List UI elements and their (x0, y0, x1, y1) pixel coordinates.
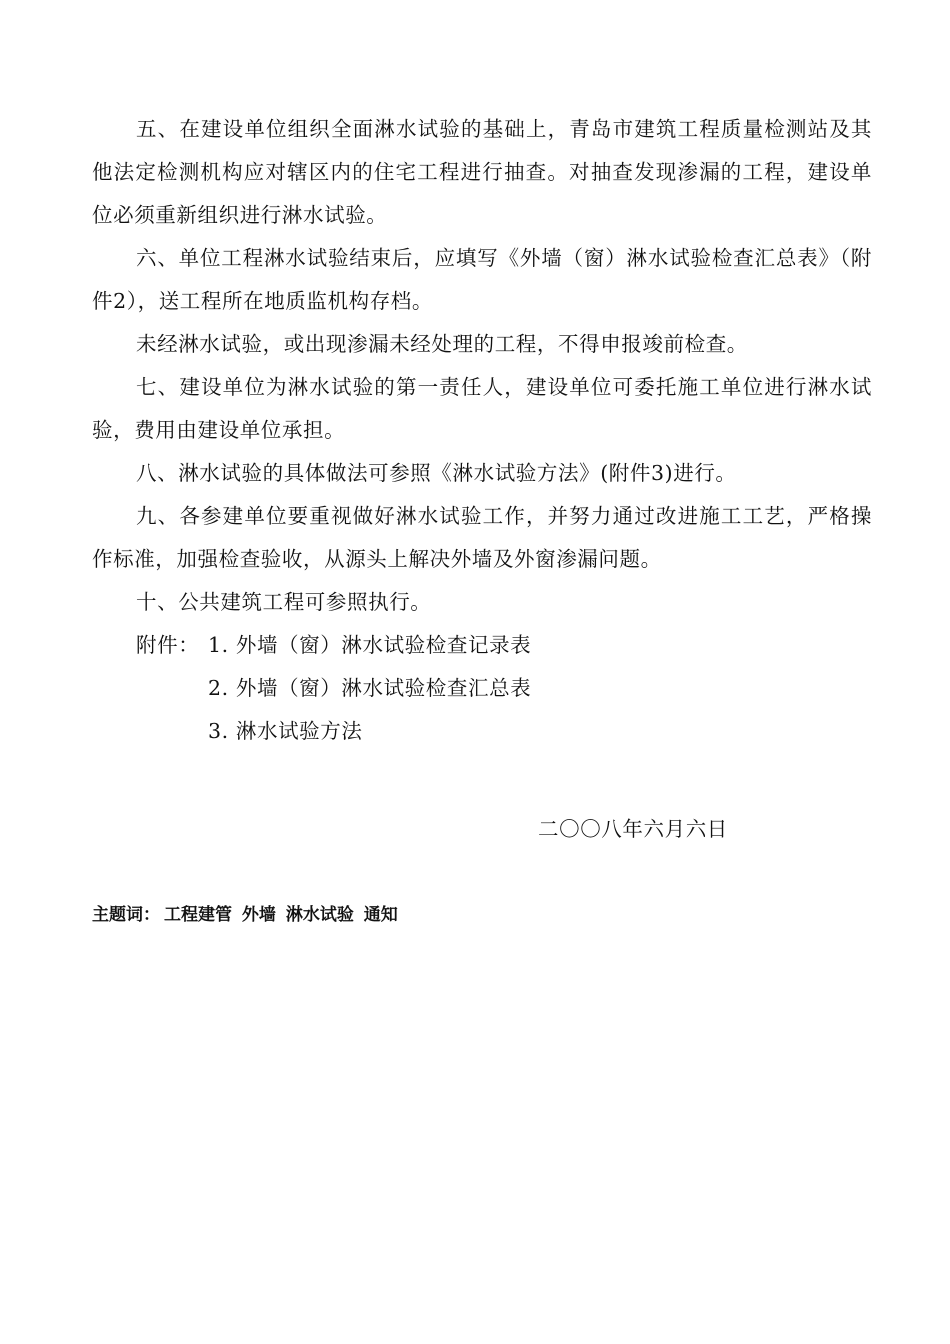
subject-keyword: 工程建管 (164, 905, 232, 925)
attachment-item (92, 710, 872, 753)
attachments-label: 附件： (136, 633, 200, 657)
subject-keywords (92, 895, 398, 935)
attachment-item (92, 667, 872, 710)
paragraph-7: 七、建设单位为淋水试验的第一责任人，建设单位可委托施工单位进行淋水试验，费用由建设单位承担。 (92, 375, 872, 442)
subject-label: 主题词： (92, 905, 160, 925)
paragraph-10: 十、公共建筑工程可参照执行。 (136, 590, 432, 614)
attachment-item-text: 2. 外墙（窗）淋水试验检查汇总表 (208, 676, 532, 700)
paragraph-5: 五、在建设单位组织全面淋水试验的基础上，青岛市建筑工程质量检测站及其他法定检测机构应对辖区内的住宅工程进行抽查。对抽查发现渗漏的工程，建设单位必须重新组织进行淋水试验。 (92, 117, 872, 227)
paragraph-6-note: 未经淋水试验，或出现渗漏未经处理的工程，不得申报竣前检查。 (136, 332, 748, 356)
subject-keyword: 淋水试验 (285, 905, 354, 925)
paragraph-6: 六、单位工程淋水试验结束后，应填写《外墙（窗）淋水试验检查汇总表》（附件2），送工程所在地质监机构存档。 (92, 246, 872, 313)
attachments-list (92, 624, 872, 753)
paragraph-8: 八、淋水试验的具体做法可参照《淋水试验方法》(附件3)进行。 (136, 461, 737, 485)
subject-keyword: 外墙 (241, 905, 276, 925)
document-date: 二〇〇八年六月六日 (538, 817, 728, 841)
attachment-item (92, 624, 872, 667)
attachment-item-text: 3. 淋水试验方法 (208, 719, 363, 743)
subject-keyword: 通知 (363, 905, 398, 925)
document-body (92, 108, 872, 753)
paragraph-9: 九、各参建单位要重视做好淋水试验工作，并努力通过改进施工工艺，严格操作标准，加强检查验收，从源头上解决外墙及外窗渗漏问题。 (92, 504, 872, 571)
attachment-item-text: 1. 外墙（窗）淋水试验检查记录表 (208, 633, 532, 657)
